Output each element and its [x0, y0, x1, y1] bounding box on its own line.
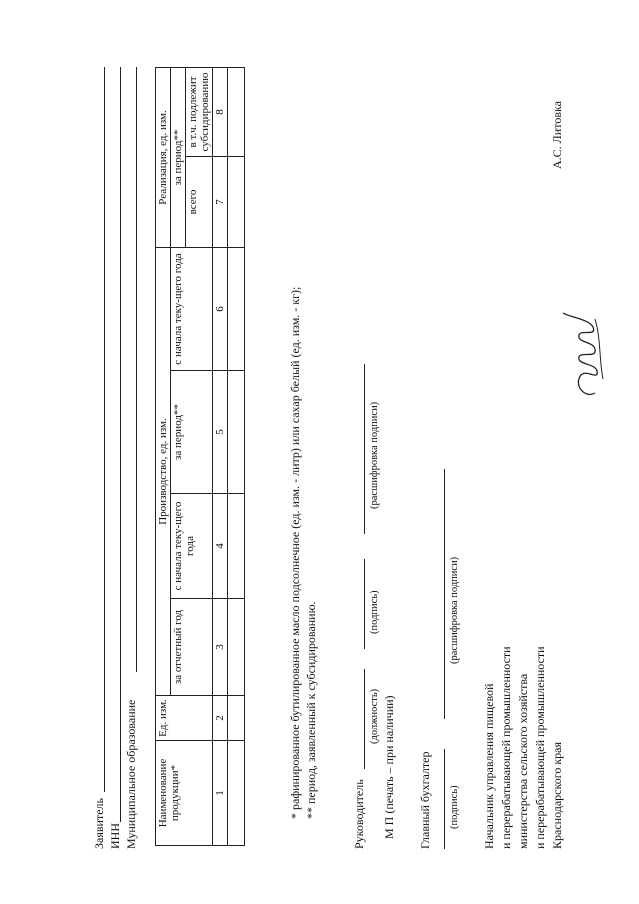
director-position-line [364, 669, 365, 769]
col-production: Производство, ед. изм. [156, 248, 171, 696]
director-label: Руководитель [352, 779, 366, 849]
col-number: 2 [213, 696, 228, 741]
chief-accountant-label: Главный бухгалтер [418, 751, 432, 849]
col-number: 3 [213, 599, 228, 696]
accountant-signature-caption: (подпись) [449, 785, 460, 829]
approval-line-2: и перерабатывающей промышленности [499, 646, 513, 849]
decoding-caption: (расшифровка подписи) [369, 401, 380, 509]
approval-line-3: министерства сельского хозяйства [516, 673, 530, 849]
col-total: всего [186, 157, 213, 248]
col-ytd-sales: с начала теку-щего года [171, 248, 213, 371]
col-number: 7 [213, 157, 228, 248]
approval-line-1: Начальник управления пищевой [482, 683, 496, 849]
inn-line [120, 67, 121, 822]
col-ytd-production: с начала теку-щего года [171, 494, 213, 599]
col-period-sales: за период** [171, 68, 186, 248]
col-number: 5 [213, 371, 228, 494]
handwritten-signature [555, 309, 615, 399]
municipality-label: Муниципальное образование [124, 699, 138, 849]
accountant-decoding-line [444, 469, 445, 719]
col-product-name: Наименование продукции* [156, 741, 213, 846]
col-subsidized: в т.ч. подлежит субсидированию [186, 68, 213, 157]
col-number: 4 [213, 494, 228, 599]
position-caption: (должность) [369, 688, 380, 744]
col-number: 6 [213, 248, 228, 371]
col-unit: Ед. изм. [156, 696, 213, 741]
footnote-2: ** период, заявленный к субсидированию. [304, 601, 318, 819]
approval-line-4: и перерабатывающей промышленности [533, 646, 547, 849]
applicant-line [104, 67, 105, 792]
production-table [155, 67, 245, 846]
approver-name: А.С. Литовка [550, 101, 564, 169]
accountant-decoding-caption: (расшифровка подписи) [449, 556, 460, 664]
col-number: 8 [213, 68, 228, 157]
director-decoding-line [364, 364, 365, 534]
applicant-label: Заявитель [92, 798, 106, 849]
municipality-line [136, 67, 137, 672]
table-row [228, 68, 245, 846]
accountant-signature-line [444, 749, 445, 849]
col-period-production: за период** [171, 371, 213, 494]
col-sales: Реализация, ед. изм. [156, 68, 171, 248]
col-number: 1 [213, 741, 228, 846]
col-prev-year: за отчетный год [171, 599, 213, 696]
footnote-1: * рафинированное бутилированное масло подсолнечное (ед. изм. - литр) или сахар белый (ед. изм. - кг); [288, 286, 302, 819]
inn-label: ИНН [108, 823, 122, 849]
director-signature-line [364, 559, 365, 649]
signature-caption: (подпись) [369, 590, 380, 634]
stamp-note: М П (печать – при наличии) [382, 695, 396, 839]
approval-line-5: Краснодарского края [550, 741, 564, 849]
